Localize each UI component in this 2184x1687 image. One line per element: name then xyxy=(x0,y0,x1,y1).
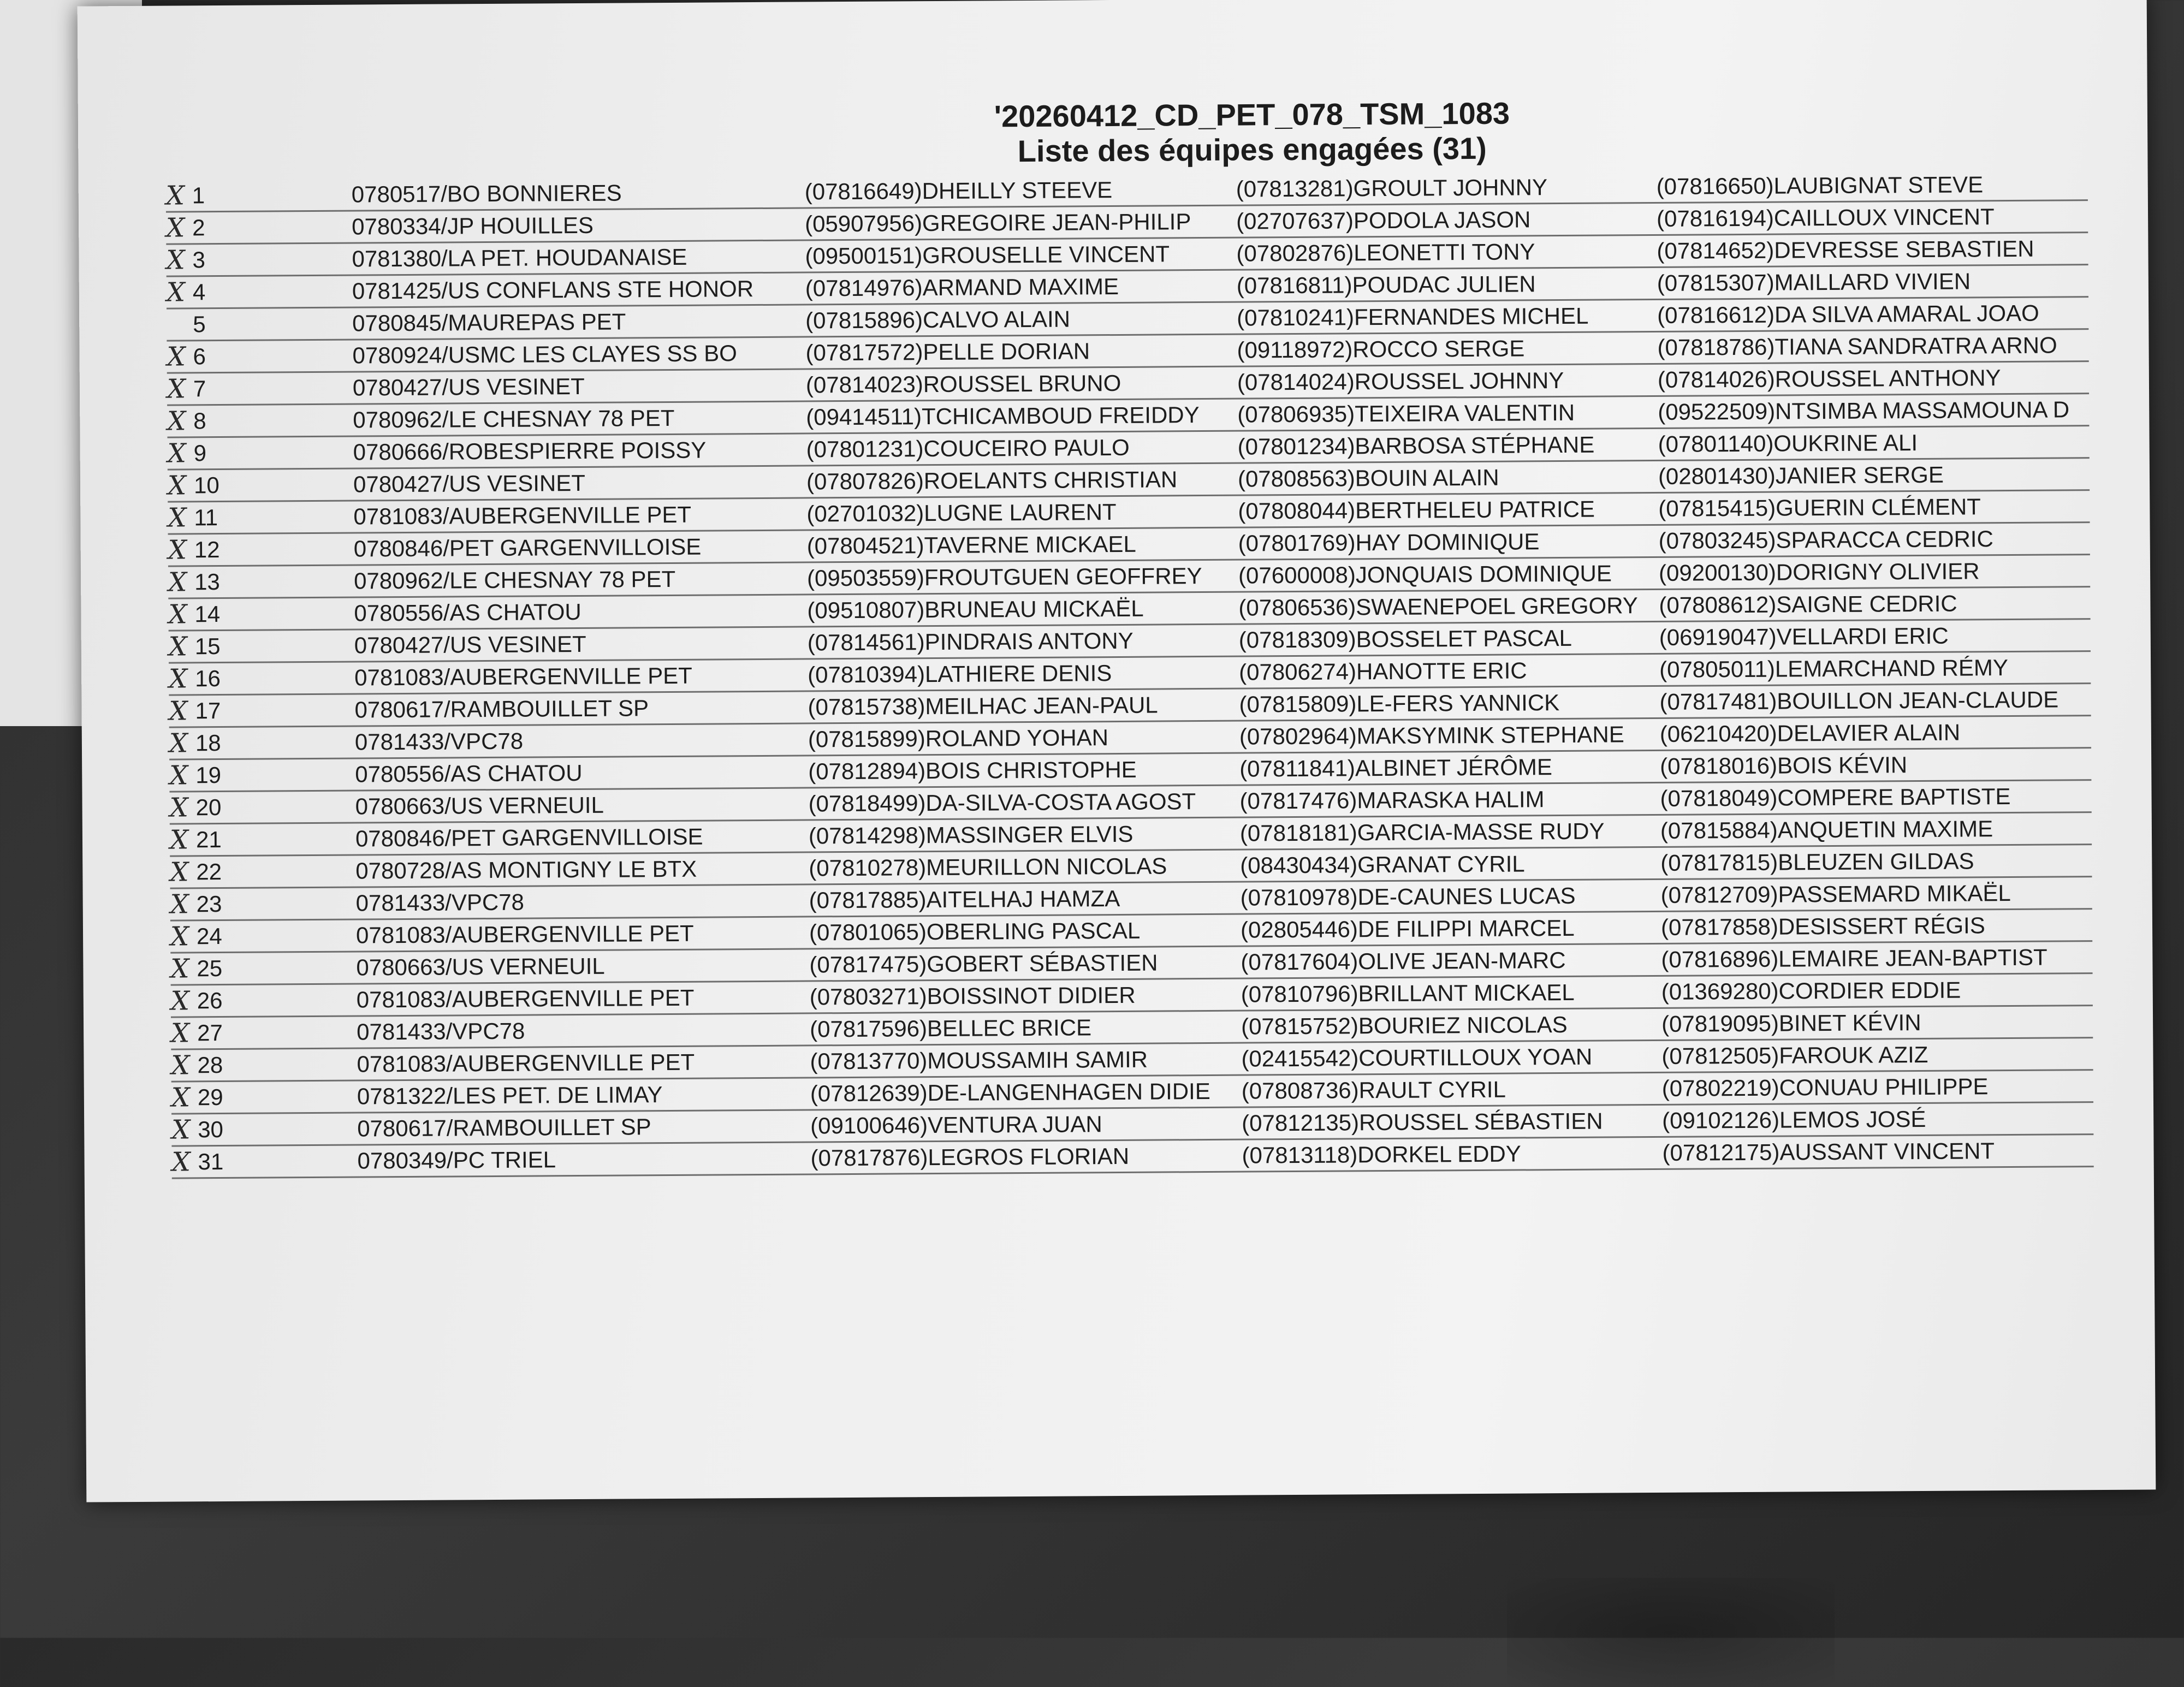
player-1: (09100646)VENTURA JUAN xyxy=(810,1111,1102,1139)
player-3: (07805011)LEMARCHAND RÉMY xyxy=(1659,655,2009,682)
player-1: (07817885)AITELHAJ HAMZA xyxy=(809,885,1120,913)
check-mark: X xyxy=(169,663,188,694)
team-club: 0780556/AS CHATOU xyxy=(354,598,581,626)
team-club: 0780846/PET GARGENVILLOISE xyxy=(353,533,702,562)
player-1: (09503559)FROUTGUEN GEOFFREY xyxy=(806,563,1202,591)
player-1: (07803271)BOISSINOT DIDIER xyxy=(809,982,1136,1010)
check-mark: X xyxy=(168,534,187,566)
player-3: (07818049)COMPERE BAPTISTE xyxy=(1660,783,2011,811)
player-3: (07802219)CONUAU PHILIPPE xyxy=(1661,1073,1989,1101)
player-3: (07817815)BLEUZEN GILDAS xyxy=(1660,848,1974,876)
player-3: (07818016)BOIS KÉVIN xyxy=(1660,752,1908,779)
team-club: 0780728/AS MONTIGNY LE BTX xyxy=(355,856,697,884)
player-3: (09200130)DORIGNY OLIVIER xyxy=(1658,558,1980,586)
team-number: 26 xyxy=(197,988,223,1014)
player-2: (08430434)GRANAT CYRIL xyxy=(1240,851,1525,878)
team-club: 0780617/RAMBOUILLET SP xyxy=(354,695,649,723)
player-3: (07818786)TIANA SANDRATRA ARNO xyxy=(1657,332,2057,360)
team-number: 5 xyxy=(193,311,206,337)
check-mark: X xyxy=(167,373,186,405)
team-club: 0780427/US VESINET xyxy=(354,631,586,658)
check-mark: X xyxy=(170,889,189,920)
team-number: 11 xyxy=(194,504,218,531)
player-1: (09500151)GROUSELLE VINCENT xyxy=(805,241,1170,269)
player-1: (07813770)MOUSSAMIH SAMIR xyxy=(810,1046,1148,1074)
player-2: (07814024)ROUSSEL JOHNNY xyxy=(1237,367,1564,395)
check-mark: X xyxy=(165,212,185,243)
player-1: (07815738)MEILHAC JEAN-PAUL xyxy=(808,692,1158,720)
team-number: 23 xyxy=(196,891,222,917)
player-1: (07817876)LEGROS FLORIAN xyxy=(810,1143,1130,1171)
team-club: 0780663/US VERNEUIL xyxy=(356,953,605,981)
player-2: (07818181)GARCIA-MASSE RUDY xyxy=(1239,818,1605,846)
player-3: (07812709)PASSEMARD MIKAËL xyxy=(1660,880,2011,908)
player-1: (07815899)ROLAND YOHAN xyxy=(808,724,1109,752)
player-3: (07816194)CAILLOUX VINCENT xyxy=(1656,204,1995,231)
player-2: (09118972)ROCCO SERGE xyxy=(1237,335,1525,363)
player-2: (07808736)RAULT CYRIL xyxy=(1241,1076,1506,1104)
team-number: 17 xyxy=(195,698,221,724)
team-number: 31 xyxy=(198,1149,224,1175)
player-2: (07802964)MAKSYMINK STEPHANE xyxy=(1239,721,1624,750)
team-number: 10 xyxy=(193,472,219,498)
team-club: 0781433/VPC78 xyxy=(355,889,525,916)
player-1: (05907956)GREGOIRE JEAN-PHILIP xyxy=(804,209,1191,237)
player-2: (07801769)HAY DOMINIQUE xyxy=(1238,528,1540,556)
team-club: 0780666/ROBESPIERRE POISSY xyxy=(353,437,707,465)
player-1: (07814298)MASSINGER ELVIS xyxy=(808,821,1133,849)
check-mark: X xyxy=(169,824,189,856)
document-id: '20260412_CD_PET_078_TSM_1083 xyxy=(994,96,1510,134)
player-3: (07816896)LEMAIRE JEAN-BAPTIST xyxy=(1661,944,2048,972)
team-number: 19 xyxy=(195,762,222,788)
player-2: (07810241)FERNANDES MICHEL xyxy=(1237,302,1589,331)
team-number: 18 xyxy=(195,730,221,756)
player-2: (07817604)OLIVE JEAN-MARC xyxy=(1241,947,1566,975)
team-number: 8 xyxy=(193,408,206,434)
player-2: (07808044)BERTHELEU PATRICE xyxy=(1238,496,1595,524)
player-3: (07801140)OUKRINE ALI xyxy=(1658,430,1918,457)
player-3: (07803245)SPARACCA CEDRIC xyxy=(1658,526,1993,554)
team-club: 0780334/JP HOUILLES xyxy=(351,212,594,240)
team-club: 0781083/AUBERGENVILLE PET xyxy=(355,920,694,948)
team-number: 15 xyxy=(194,633,221,660)
team-number: 13 xyxy=(194,569,220,595)
player-2: (07810978)DE-CAUNES LUCAS xyxy=(1240,882,1576,911)
player-3: (07819095)BINET KÉVIN xyxy=(1661,1009,1921,1037)
team-number: 16 xyxy=(195,666,221,692)
team-club: 0780556/AS CHATOU xyxy=(355,759,583,787)
team-club: 0780427/US VESINET xyxy=(353,470,586,497)
team-club: 0780962/LE CHESNAY 78 PET xyxy=(353,405,675,433)
check-mark: X xyxy=(169,696,188,727)
check-mark: X xyxy=(168,599,187,630)
check-mark: X xyxy=(171,1114,191,1145)
player-3: (07814026)ROUSSEL ANTHONY xyxy=(1657,365,2001,393)
check-mark: X xyxy=(168,567,187,598)
team-club: 0781322/LES PET. DE LIMAY xyxy=(357,1082,663,1109)
player-2: (07806274)HANOTTE ERIC xyxy=(1239,657,1527,685)
player-3: (07816650)LAUBIGNAT STEVE xyxy=(1656,171,1984,199)
team-club: 0781433/VPC78 xyxy=(357,1018,525,1045)
check-mark: X xyxy=(171,1082,191,1113)
player-3: (07812505)FAROUK AZIZ xyxy=(1661,1041,1928,1069)
player-2: (07818309)BOSSELET PASCAL xyxy=(1238,625,1572,653)
player-1: (07817475)GOBERT SÉBASTIEN xyxy=(809,949,1158,978)
player-2: (07600008)JONQUAIS DOMINIQUE xyxy=(1238,560,1612,589)
team-number: 9 xyxy=(193,440,207,466)
document-header xyxy=(935,96,1569,169)
player-3: (07815884)ANQUETIN MAXIME xyxy=(1660,816,1993,844)
player-1: (07807826)ROELANTS CHRISTIAN xyxy=(806,466,1178,495)
player-3: (07816612)DA SILVA AMARAL JOAO xyxy=(1657,300,2039,328)
player-1: (09414511)TCHICAMBOUD FREIDDY xyxy=(806,402,1200,430)
team-club: 0780427/US VESINET xyxy=(352,373,585,401)
player-2: (07813118)DORKEL EDDY xyxy=(1242,1140,1521,1168)
player-3: (07812175)AUSSANT VINCENT xyxy=(1662,1138,1995,1166)
player-3: (06919047)VELLARDI ERIC xyxy=(1659,622,1949,650)
player-3: (07808612)SAIGNE CEDRIC xyxy=(1659,590,1957,618)
player-2: (07801234)BARBOSA STÉPHANE xyxy=(1237,431,1595,460)
check-mark: X xyxy=(170,985,190,1017)
team-number: 25 xyxy=(197,955,223,982)
player-3: (07817858)DESISSERT RÉGIS xyxy=(1660,912,1985,940)
player-2: (07815752)BOURIEZ NICOLAS xyxy=(1241,1011,1568,1039)
player-2: (07806935)TEIXEIRA VALENTIN xyxy=(1237,399,1575,427)
document-title: Liste des équipes engagées (31) xyxy=(1017,130,1487,169)
team-number: 14 xyxy=(194,601,221,627)
player-2: (07806536)SWAENEPOEL GREGORY xyxy=(1238,592,1638,621)
check-mark: X xyxy=(170,857,189,888)
player-1: (07814023)ROUSSEL BRUNO xyxy=(805,370,1121,398)
player-1: (07814976)ARMAND MAXIME xyxy=(805,273,1119,301)
player-3: (07815415)GUERIN CLÉMENT xyxy=(1658,494,1981,521)
team-club: 0780846/PET GARGENVILLOISE xyxy=(355,823,703,852)
team-club: 0781433/VPC78 xyxy=(354,728,524,755)
player-1: (07814561)PINDRAIS ANTONY xyxy=(807,627,1133,656)
team-number: 20 xyxy=(195,794,222,821)
team-number: 7 xyxy=(193,376,206,402)
player-3: (06210420)DELAVIER ALAIN xyxy=(1659,719,1961,747)
check-mark: X xyxy=(166,245,185,276)
team-club: 0780663/US VERNEUIL xyxy=(355,792,604,819)
player-2: (07811841)ALBINET JÉRÔME xyxy=(1239,754,1553,782)
player-2: (07817476)MARASKA HALIM xyxy=(1239,786,1545,814)
check-mark: X xyxy=(170,921,189,952)
player-1: (07817596)BELLEC BRICE xyxy=(809,1014,1092,1042)
team-club: 0780962/LE CHESNAY 78 PET xyxy=(353,566,676,594)
team-number: 30 xyxy=(198,1116,224,1143)
player-1: (07804521)TAVERNE MICKAEL xyxy=(806,531,1136,559)
check-mark: X xyxy=(168,502,187,533)
team-club: 0780845/MAUREPAS PET xyxy=(352,308,626,336)
team-number: 4 xyxy=(192,279,206,305)
team-club: 0781425/US CONFLANS STE HONOR xyxy=(352,276,754,304)
check-mark: X xyxy=(167,470,187,501)
team-club: 0781083/AUBERGENVILLE PET xyxy=(357,1049,695,1077)
check-mark: X xyxy=(170,953,189,984)
player-1: (07810394)LATHIERE DENIS xyxy=(808,660,1112,688)
team-club: 0780617/RAMBOUILLET SP xyxy=(357,1114,651,1142)
check-mark: X xyxy=(166,277,186,308)
player-1: (07816649)DHEILLY STEEVE xyxy=(804,177,1113,205)
team-number: 28 xyxy=(197,1052,223,1078)
player-1: (07801065)OBERLING PASCAL xyxy=(809,917,1141,946)
player-1: (07818499)DA-SILVA-COSTA AGOST xyxy=(808,788,1196,817)
team-club: 0781083/AUBERGENVILLE PET xyxy=(354,662,692,691)
check-mark: X xyxy=(170,1018,190,1049)
team-club: 0780349/PC TRIEL xyxy=(357,1147,556,1174)
check-mark: X xyxy=(165,180,185,211)
background-shadow xyxy=(1507,1578,1835,1687)
player-2: (02415542)COURTILLOUX YOAN xyxy=(1241,1043,1593,1072)
player-1: (07812639)DE-LANGENHAGEN DIDIE xyxy=(810,1078,1210,1107)
player-2: (07812135)ROUSSEL SÉBASTIEN xyxy=(1242,1108,1603,1136)
printed-sheet xyxy=(78,0,2156,1502)
team-number: 1 xyxy=(192,182,205,209)
player-2: (07802876)LEONETTI TONY xyxy=(1236,239,1535,266)
check-mark: X xyxy=(168,631,188,662)
teams-list xyxy=(166,169,2094,1179)
player-1: (07801231)COUCEIRO PAULO xyxy=(806,434,1130,462)
player-1: (07812894)BOIS CHRISTOPHE xyxy=(808,756,1137,785)
player-1: (02701032)LUGNE LAURENT xyxy=(806,498,1117,527)
player-1: (07815896)CALVO ALAIN xyxy=(805,306,1071,334)
check-mark: X xyxy=(167,438,187,469)
player-2: (07813281)GROULT JOHNNY xyxy=(1236,174,1548,202)
player-3: (07814652)DEVRESSE SEBASTIEN xyxy=(1657,235,2034,264)
player-2: (07810796)BRILLANT MICKAEL xyxy=(1241,979,1575,1007)
team-number: 2 xyxy=(192,215,205,241)
player-1: (07810278)MEURILLON NICOLAS xyxy=(809,853,1167,881)
team-number: 21 xyxy=(195,827,222,853)
team-club: 0781083/AUBERGENVILLE PET xyxy=(353,501,692,530)
check-mark: X xyxy=(167,341,186,372)
team-number: 6 xyxy=(193,343,206,370)
team-number: 3 xyxy=(192,247,206,273)
team-number: 22 xyxy=(196,859,222,885)
team-club: 0781380/LA PET. HOUDANAISE xyxy=(352,243,687,272)
check-mark: X xyxy=(169,760,188,791)
team-club: 0781083/AUBERGENVILLE PET xyxy=(356,984,695,1013)
team-club: 0780517/BO BONNIERES xyxy=(351,180,622,207)
check-mark: X xyxy=(167,406,186,437)
player-2: (02805446)DE FILIPPI MARCEL xyxy=(1240,914,1575,943)
player-3: (07817481)BOUILLON JEAN-CLAUDE xyxy=(1659,686,2059,715)
check-mark: X xyxy=(171,1050,190,1081)
player-1: (09510807)BRUNEAU MICKAËL xyxy=(807,595,1144,623)
player-2: (07816811)POUDAC JULIEN xyxy=(1236,271,1536,299)
player-2: (07808563)BOUIN ALAIN xyxy=(1237,464,1499,492)
player-2: (02707637)PODOLA JASON xyxy=(1236,206,1531,234)
team-number: 12 xyxy=(194,537,220,563)
player-3: (01369280)CORDIER EDDIE xyxy=(1661,977,1961,1005)
check-mark: X xyxy=(169,792,188,823)
check-mark: X xyxy=(171,1147,191,1178)
player-3: (02801430)JANIER SERGE xyxy=(1658,461,1944,489)
team-number: 27 xyxy=(197,1020,223,1046)
check-mark: X xyxy=(169,728,188,759)
team-number: 29 xyxy=(197,1084,223,1110)
player-2: (07815809)LE-FERS YANNICK xyxy=(1239,690,1560,717)
player-3: (09102126)LEMOS JOSÉ xyxy=(1662,1106,1926,1133)
player-3: (07815307)MAILLARD VIVIEN xyxy=(1657,268,1971,296)
player-1: (07817572)PELLE DORIAN xyxy=(805,338,1090,366)
player-3: (09522509)NTSIMBA MASSAMOUNA D xyxy=(1658,396,2070,425)
team-number: 24 xyxy=(196,923,222,949)
team-club: 0780924/USMC LES CLAYES SS BO xyxy=(352,340,737,369)
